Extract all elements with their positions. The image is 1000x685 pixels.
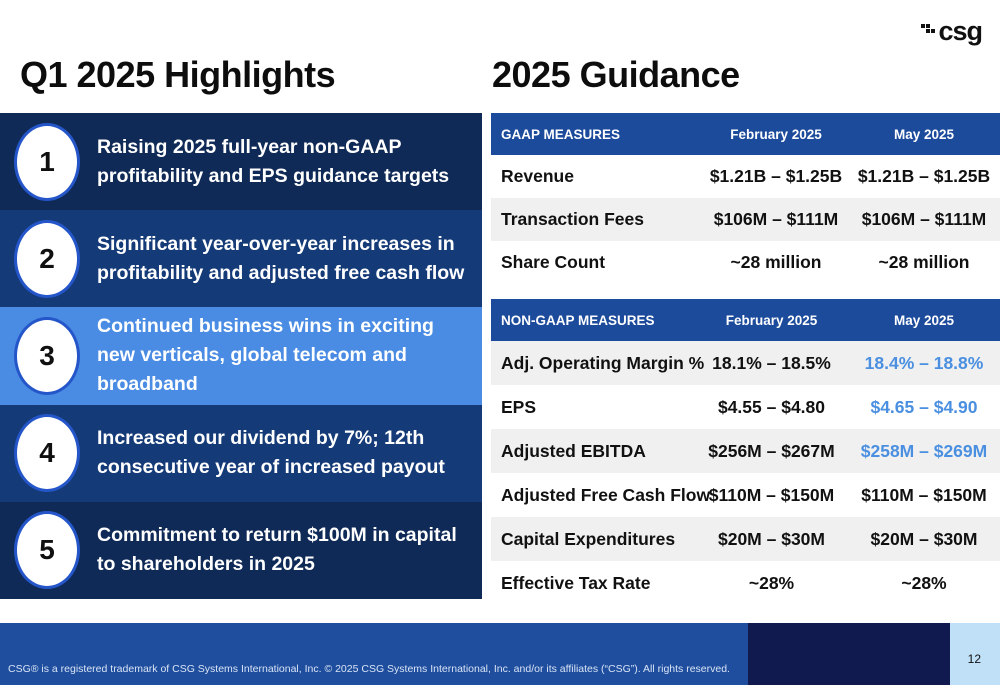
measure-label: EPS [501,396,537,417]
table-row [491,473,1000,517]
measure-label: Revenue [501,166,574,186]
february-value: $110M – $150M [708,484,835,505]
highlight-item [0,210,482,307]
february-value: $106M – $111M [704,198,848,241]
february-value: ~28% [748,572,795,593]
highlight-text: Continued business wins in exciting new verticals, global telecom and broadband [97,315,434,396]
may-value: $20M – $30M [848,517,1000,561]
table-header-row [491,299,1000,341]
may-value-raised: $258M – $269M [848,429,1000,473]
column-header: NON-GAAP MEASURES [491,299,695,341]
highlight-text: Significant year-over-year increases in profitability and adjusted free cash flow [97,232,465,284]
measure-label: Capital Expenditures [491,517,695,561]
measure-label: Transaction Fees [491,198,704,241]
column-header: May 2025 [848,299,1000,341]
highlight-text: Raising 2025 full-year non-GAAP profitability and EPS guidance targets [97,135,450,187]
footer-main-panel [0,623,748,685]
gaap-measures-table [491,113,1000,284]
highlight-item [0,502,482,599]
logo-text: csg [938,16,982,46]
may-value-raised: $4.65 – $4.90 [870,396,978,417]
column-header: May 2025 [848,113,1000,155]
highlight-number: 4 [14,414,80,492]
footer-accent-panel [748,623,950,685]
may-value: ~28 million [878,252,970,272]
measure-label: Adjusted Free Cash Flow [501,484,711,505]
february-value: $256M – $267M [695,429,848,473]
highlight-item [0,307,482,404]
measure-label: Effective Tax Rate [501,572,651,593]
table-header-row [491,113,1000,155]
logo-mark-icon [921,24,935,33]
table-row [491,561,1000,605]
highlight-number: 5 [14,511,80,589]
non-gaap-measures-table [491,299,1000,605]
table-row [491,241,1000,284]
csg-logo [921,18,982,45]
february-value: $4.55 – $4.80 [717,396,826,417]
table-row [491,385,1000,429]
february-value: $20M – $30M [695,517,848,561]
measure-label: Share Count [501,252,606,272]
page-number: 12 [967,652,981,666]
trademark-notice: CSG® is a registered trademark of CSG Systems International, Inc. © 2025 CSG Systems International, Inc. and/or its affiliates (“CSG”). All rights reserved. [8,663,730,675]
table-row [491,429,1000,473]
highlight-number: 2 [14,220,80,298]
highlight-text: Increased our dividend by 7%; 12th consecutive year of increased payout [97,427,445,479]
highlight-item [0,405,482,502]
guidance-heading: 2025 Guidance [492,54,740,95]
measure-label: Adj. Operating Margin % [491,341,695,385]
column-header: GAAP MEASURES [491,113,704,155]
february-value: ~28 million [730,252,822,272]
column-header: February 2025 [695,299,848,341]
highlight-number: 3 [14,317,80,395]
february-value: $1.21B – $1.25B [709,166,843,186]
table-row [491,341,1000,385]
table-row [491,198,1000,241]
measure-label: Adjusted EBITDA [491,429,695,473]
footer-bar [0,623,1000,685]
highlight-text: Commitment to return $100M in capital to shareholders in 2025 [97,524,457,576]
highlight-number: 1 [14,123,80,201]
may-value: $110M – $150M [861,484,987,505]
may-value: ~28% [901,572,947,593]
highlights-heading: Q1 2025 Highlights [20,54,336,95]
table-row [491,517,1000,561]
may-value-raised: 18.4% – 18.8% [848,341,1000,385]
may-value: $1.21B – $1.25B [857,166,991,186]
february-value: 18.1% – 18.5% [695,341,848,385]
column-header: February 2025 [704,113,848,155]
highlight-item [0,113,482,210]
table-row [491,155,1000,198]
may-value: $106M – $111M [848,198,1000,241]
highlights-list [0,113,482,599]
footer-page-panel [950,623,1000,685]
